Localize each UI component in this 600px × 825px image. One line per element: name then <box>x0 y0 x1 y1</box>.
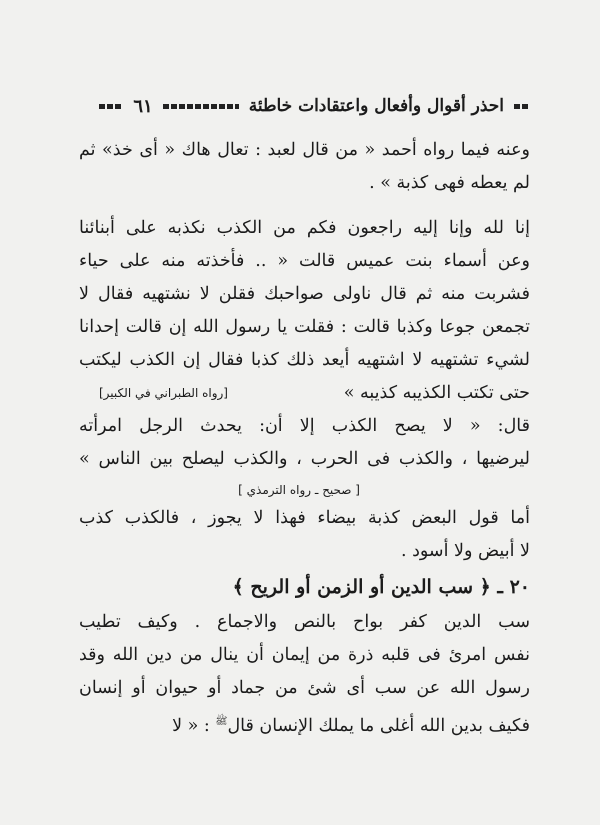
page-number: ٦١ <box>133 95 153 117</box>
text-line: قال: « لا يصح الكذب إلا أن: يحدث الرجل امرأته <box>79 416 530 436</box>
ref-row <box>79 476 530 502</box>
text-line: لم يعطه فهى كذبة » . <box>369 173 530 193</box>
text-segment: فكيف بدين الله أغلى ما يملك الإنسان قال <box>227 715 530 736</box>
header-rule-left <box>99 104 123 109</box>
text-line-with-ref <box>79 377 530 410</box>
header-title: احذر أقوال وأفعال واعتقادات خاطئة <box>248 96 504 116</box>
text-line: لشيء تشتهيه لا اشتهيه أيعد ذلك كذبا فقال إن الكذب ليكتب <box>79 350 530 370</box>
text-line: أما قول البعض كذبة بيضاء فهذا لا يجوز ، فالكذب كذب <box>79 508 530 528</box>
hadith-reference: [رواه الطبراني في الكبير] <box>99 386 228 400</box>
text-line: إنا لله وإنا إليه راجعون فكم من الكذب نكذبه على أبنائنا <box>79 218 530 238</box>
body-text <box>79 134 530 738</box>
running-header <box>80 94 528 118</box>
text-line: لا أبيض ولا أسود . <box>400 541 530 561</box>
text-line: ليرضيها ، والكذب فى الحرب ، والكذب ليصلح بين الناس » <box>79 449 530 469</box>
text-line: فشربت منه ثم قال ناولى صواحبك فقلن لا نشتهيه فقال لا <box>79 284 530 304</box>
header-rule-middle <box>163 104 239 109</box>
text-line: تجمعن جوعا وكذبا قالت : فقلت يا رسول الله إن قالت إحدانا <box>79 317 530 337</box>
text-line: سب الدين كفر بواح بالنص والاجماع . وكيف تطيب <box>79 612 530 632</box>
hadith-reference: [ صحيح ـ رواه الترمذي ] <box>238 483 360 497</box>
header-rule-right <box>514 104 528 109</box>
section-heading: ٢٠ ـ ﴿ سب الدين أو الزمن أو الريح ﴾ <box>232 576 530 598</box>
text-line: حتى تكتب الكذيبه كذيبه » <box>343 383 530 403</box>
text-line: وعن أسماء بنت عميس قالت « .. فأخذته منه على حياء <box>79 251 530 271</box>
text-segment: : « لا <box>172 715 210 736</box>
text-line: رسول الله عن سب أى شئ من جماد أو حيوان أو إنسان <box>79 678 530 698</box>
text-line: وعنه فيما رواه أحمد « من قال لعبد : تعال هاك « أى خذ» ثم <box>79 140 530 160</box>
text-line <box>79 705 530 738</box>
text-line: نفس امرئ فى قلبه ذرة من إيمان أن ينال من دين الله وقد <box>79 645 530 665</box>
honorific-glyph: ﷺ <box>215 716 228 727</box>
